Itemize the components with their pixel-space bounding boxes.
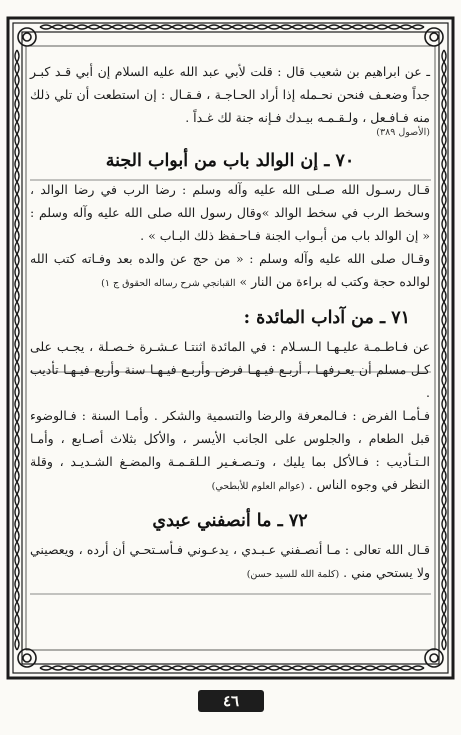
page-number: ٤٦: [222, 692, 240, 710]
hadith-paragraph-5: [30, 404, 430, 498]
source-citation-3: (عوالم العلوم للأبطحي): [211, 481, 305, 492]
hadith-paragraph-1: ـ عن ابراهيم بن شعيب قال : قلت لأبي عبد الله عليه السلام إن أبي قـد كبـر جداً وضعـف فنحن نحـمله إذا أراد الحـاجـة ، فـقـال : إن استطعت أن تلي ذلك منه فـافـعل ، ولـقـمـه بيـدك فـإنه جنة لك غـداً .: [30, 64, 430, 125]
hadith-paragraph-3-text: وقـال صلى الله عليه وآله وسلم : « من حج عن والده بعد وفـاته كتب الله لوالده حجة وكتب له براءة من النار »: [30, 251, 430, 289]
hadith-paragraph-6-text: قـال الله تعالى : مـا أنصـفني عـبـدي ، يدعـوني فـأسـتحـي أن أرده ، ويعصيني ولا يستحي مني .: [30, 542, 430, 580]
hadith-paragraph-6: [30, 538, 430, 586]
page-content: [30, 60, 430, 680]
source-citation-4: (كلمة الله للسيد حسن): [246, 569, 340, 580]
source-citation-2: القبانجي شرح رساله الحقوق ج ١): [101, 278, 236, 289]
hadith-paragraph-3: [30, 247, 430, 295]
source-citation-1: (الأصول ٣٨٩): [376, 127, 430, 138]
hadith-paragraph-4: عن فـاطـمـة عليـهـا الـسـلام : في المائدة اثنتـا عـشـرة خـصـلة ، يجـب على كـل مسلم أن يعـرفهـا ، أربـع فيـهـا فرض وأربـع فيـهـا سنة وأربع فيـهـا تأديب .: [30, 339, 430, 400]
section-heading-71: ٧١ ـ من آداب المائدة :: [243, 308, 410, 328]
section-heading-72: ٧٢ ـ ما أنصفني عبدي: [152, 511, 308, 531]
hadith-paragraph-5-text: فـأمـا الفرض : فـالمعرفة والرضا والتسمية والشكر . وأمـا السنة : فـالوضوء قبل الطعام ، والجلوس على الجانب الأيسر ، والأكل بثلاث أصـابع ، وأمـا الـتـأديب : فـالأكل بما يليك ، وتـصـغـير الـلقـمـة والمضـغ الشـديـد ، وقلة النظر في وجوه الناس .: [30, 408, 430, 492]
section-heading-70: ٧٠ ـ إن الوالد باب من أبواب الجنة: [105, 151, 355, 171]
page-number-box: [198, 690, 264, 712]
hadith-paragraph-2: قـال رسـول الله صـلى الله عليه وآله وسلم : رضا الرب في رضا الوالد ، وسخط الرب في سخط الوالد »وقال رسول الله صلى الله عليه وآله وسلم : « إن الوالد باب من أبـواب الجنة فـاحـفظ ذلك البـاب » .: [30, 182, 430, 243]
